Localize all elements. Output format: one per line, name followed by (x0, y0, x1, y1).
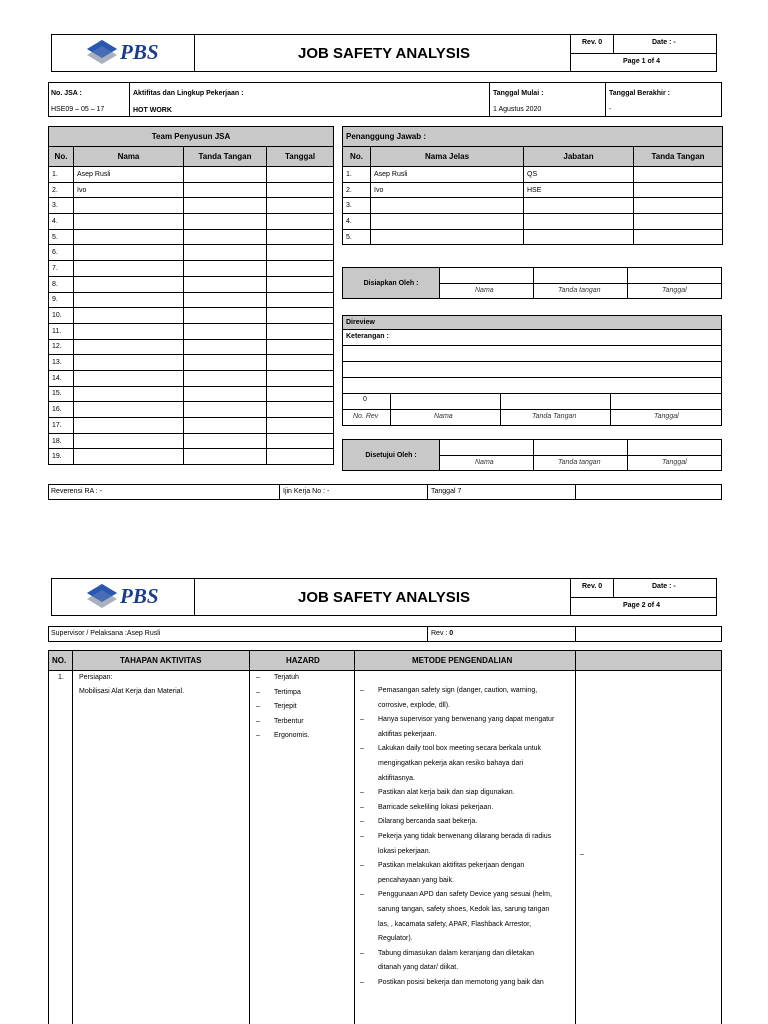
team-row-nama (74, 355, 184, 371)
pj-row-ttd (634, 229, 723, 245)
team-row-ttd (184, 449, 267, 465)
pj-header-ttd: Tanda Tangan (634, 147, 723, 167)
team-row-ttd (184, 292, 267, 308)
team-row (49, 198, 334, 214)
page1-page-number: Page 1 of 4 (623, 58, 660, 65)
aktifitas-label: Aktifitas dan Lingkup Pekerjaan : (133, 90, 244, 97)
metode-line: aktifitas pekerjaan. (378, 730, 437, 738)
footer-tanggal: Tanggal 7 (431, 488, 462, 495)
team-row-nama (74, 370, 184, 386)
team-row-tanggal (267, 229, 334, 245)
team-row-no: 8. (49, 276, 74, 292)
team-row-ttd (184, 418, 267, 434)
team-row-ttd (184, 229, 267, 245)
team-row (49, 214, 334, 230)
metode-line: – Barricade sekeliling lokasi pekerjaan. (360, 803, 494, 811)
team-row-nama (74, 245, 184, 261)
team-row-ttd (184, 370, 267, 386)
team-row (49, 229, 334, 245)
team-row (49, 339, 334, 355)
team-row (49, 245, 334, 261)
team-row-no: 18. (49, 433, 74, 449)
team-row-ttd (184, 167, 267, 183)
team-row (49, 386, 334, 402)
metode-line: pencahayaan yang baik. (378, 876, 454, 884)
team-row-nama (74, 449, 184, 465)
team-row-tanggal (267, 339, 334, 355)
team-row-nama: Ivo (74, 182, 184, 198)
page2-date: Date : - (652, 583, 676, 590)
page1-date: Date : - (652, 39, 676, 46)
team-row (49, 449, 334, 465)
team-row-no: 19. (49, 449, 74, 465)
team-row (49, 418, 334, 434)
team-row-no: 13. (49, 355, 74, 371)
pj-row-ttd (634, 214, 723, 230)
pj-row-ttd (634, 167, 723, 183)
direview-nama: Nama (434, 413, 453, 420)
page2-title: JOB SAFETY ANALYSIS (298, 589, 470, 606)
team-row-tanggal (267, 276, 334, 292)
team-row (49, 167, 334, 183)
team-row-ttd (184, 198, 267, 214)
team-row-tanggal (267, 402, 334, 418)
pj-row-ttd (634, 198, 723, 214)
pbs-logo-icon (86, 39, 118, 65)
metode-line: las, , kacamata safety, APAR, Flashback Arrestor, (378, 920, 532, 928)
pj-row-no: 2. (343, 182, 371, 198)
team-row-nama (74, 276, 184, 292)
pj-row-nama: Ivo (371, 182, 524, 198)
team-header-nama: Nama (74, 147, 184, 167)
team-row (49, 323, 334, 339)
tanggal-mulai-value: 1 Agustus 2020 (493, 106, 542, 113)
team-row-tanggal (267, 167, 334, 183)
header-no: NO. (52, 656, 67, 665)
team-row-tanggal (267, 449, 334, 465)
hazard-list (256, 674, 309, 747)
team-row-no: 7. (49, 261, 74, 277)
team-row-tanggal (267, 245, 334, 261)
team-row-no: 6. (49, 245, 74, 261)
disiapkan-tanggal: Tanggal (662, 287, 687, 294)
team-row-tanggal (267, 182, 334, 198)
pj-header-jabatan: Jabatan (524, 147, 634, 167)
team-row-tanggal (267, 308, 334, 324)
tanggal-berakhir-label: Tanggal Berakhir : (609, 90, 670, 97)
pbs-logo (86, 39, 118, 67)
page2-rev: Rev. 0 (582, 583, 603, 590)
pbs-logo-text: PBS (120, 40, 159, 64)
metode-line: – Pekerja yang tidak berwenang dilarang berada di radius (360, 832, 552, 840)
team-row-tanggal (267, 355, 334, 371)
team-row-nama (74, 229, 184, 245)
team-row (49, 433, 334, 449)
team-row-nama (74, 402, 184, 418)
metode-line: – Postikan posisi bekerja dan memotong yang baik dan (360, 978, 544, 986)
team-row (49, 261, 334, 277)
reverensi-ra: Reverensi RA : - (51, 488, 102, 495)
team-header-ttd: Tanda Tangan (184, 147, 267, 167)
team-row (49, 276, 334, 292)
team-row-ttd (184, 355, 267, 371)
metode-line: lokasi pekerjaan. (378, 847, 431, 855)
team-row-nama (74, 308, 184, 324)
team-row-nama (74, 339, 184, 355)
pj-row-jabatan: QS (524, 167, 634, 183)
header-tahapan: TAHAPAN AKTIVITAS (120, 656, 202, 665)
team-row-nama (74, 418, 184, 434)
pj-row (343, 167, 723, 183)
metode-line: – Dilarang bercanda saat bekerja. (360, 818, 478, 826)
metode-line: – Tabung dimasukan dalam keranjang dan diletakan (360, 949, 535, 957)
team-row-ttd (184, 261, 267, 277)
team-row-ttd (184, 386, 267, 402)
team-header-tanggal: Tanggal (267, 147, 334, 167)
pj-row-jabatan: HSE (524, 182, 634, 198)
team-row-no: 5. (49, 229, 74, 245)
team-row-tanggal (267, 214, 334, 230)
page1-title: JOB SAFETY ANALYSIS (298, 45, 470, 62)
hazard-item: – Terbentur (256, 717, 304, 725)
team-row-ttd (184, 245, 267, 261)
pj-row-jabatan (524, 198, 634, 214)
team-row-no: 9. (49, 292, 74, 308)
direview-tanggal: Tanggal (654, 413, 679, 420)
metode-line: aktifitasnya. (378, 774, 415, 782)
team-row (49, 292, 334, 308)
team-row-ttd (184, 308, 267, 324)
keterangan-label: Keterangan : (346, 333, 389, 340)
disiapkan-oleh-label: Disiapkan Oleh : (343, 268, 439, 298)
pj-row-ttd (634, 182, 723, 198)
team-row-nama (74, 386, 184, 402)
disiapkan-nama: Nama (475, 287, 494, 294)
team-row-nama (74, 433, 184, 449)
team-row-tanggal (267, 370, 334, 386)
metode-line: sarung tangan, safety shoes, Kedok las, sarung tangan (378, 905, 550, 913)
tahapan-line-1: Persiapan: (79, 674, 113, 681)
pj-row-no: 3. (343, 198, 371, 214)
team-row-nama: Asep Rusli (74, 167, 184, 183)
team-row-nama (74, 292, 184, 308)
direview-label: Direview (343, 316, 721, 329)
hazard-item: – Ergonomis. (256, 732, 310, 739)
page2-page-number: Page 2 of 4 (623, 602, 660, 609)
pj-header-no: No. (343, 147, 371, 167)
pj-header-nama: Nama Jelas (371, 147, 524, 167)
no-jsa-value: HSE09 – 05 – 17 (51, 106, 105, 113)
pbs-logo-icon-2 (86, 583, 118, 609)
tanggal-berakhir-value: - (609, 106, 612, 113)
row-no: 1. (58, 674, 64, 681)
pj-row (343, 198, 723, 214)
pj-row-nama (371, 229, 524, 245)
team-row-tanggal (267, 433, 334, 449)
hazard-item: – Terjepit (256, 703, 297, 710)
header-metode: METODE PENGENDALIAN (412, 656, 513, 665)
team-row-tanggal (267, 386, 334, 402)
team-row-ttd (184, 214, 267, 230)
team-row (49, 182, 334, 198)
hazard-item: – Tertimpa (256, 688, 301, 696)
metode-line: corrosive, explode, dll). (378, 701, 450, 709)
team-row (49, 355, 334, 371)
team-row-tanggal (267, 292, 334, 308)
pj-row-no: 5. (343, 229, 371, 245)
team-row-ttd (184, 182, 267, 198)
team-row-no: 3. (49, 198, 74, 214)
pj-row (343, 229, 723, 245)
team-row-no: 12. (49, 339, 74, 355)
team-row-ttd (184, 433, 267, 449)
pbs-logo-2 (86, 583, 118, 611)
metode-line: – Pastikan alat kerja baik dan siap digunakan. (360, 789, 515, 797)
team-row-no: 10. (49, 308, 74, 324)
metode-line: Regulator). (378, 935, 413, 943)
pj-row-jabatan (524, 214, 634, 230)
metode-line: – Penggunaan APD dan safety Device yang sesuai (helm, (360, 891, 552, 899)
team-row-nama (74, 214, 184, 230)
disetujui-oleh-label: Disetujui Oleh : (343, 440, 439, 470)
page1-rev: Rev. 0 (582, 39, 603, 46)
header-hazard: HAZARD (286, 656, 320, 665)
metode-line: – Pastikan melakukan aktifitas pekerjaan dengan (360, 862, 525, 870)
penanggung-jawab-table (342, 126, 723, 245)
pj-title: Penanggung Jawab : (343, 127, 723, 147)
direview-rev-value: 0 (363, 396, 367, 403)
disetujui-ttd: Tanda tangan (558, 459, 601, 466)
team-row-ttd (184, 402, 267, 418)
team-row-ttd (184, 276, 267, 292)
disiapkan-ttd: Tanda tangan (558, 287, 601, 294)
no-jsa-label: No. JSA : (51, 90, 82, 97)
metode-list (360, 684, 554, 990)
metode-line: – Lakukan daily tool box meeting secara berkala untuk (360, 745, 542, 753)
team-row-tanggal (267, 418, 334, 434)
metode-line: ditanah yang datar/ diikat. (378, 964, 459, 972)
pj-row-no: 4. (343, 214, 371, 230)
team-row-tanggal (267, 323, 334, 339)
team-row-no: 16. (49, 402, 74, 418)
metode-line: mengingatkan pekerja akan resiko bahaya dari (378, 759, 524, 767)
team-row-nama (74, 198, 184, 214)
pj-row-nama (371, 214, 524, 230)
last-column-mark: – (580, 851, 584, 858)
rev-field: Rev : 0 (431, 630, 454, 637)
team-row-no: 15. (49, 386, 74, 402)
pj-row-nama: Asep Rusli (371, 167, 524, 183)
pj-row-jabatan (524, 229, 634, 245)
team-row-tanggal (267, 198, 334, 214)
metode-line: – Pemasangan safety sign (danger, caution, warning, (360, 687, 538, 694)
tanggal-mulai-label: Tanggal Mulai : (493, 90, 544, 97)
team-row-nama (74, 323, 184, 339)
team-row (49, 370, 334, 386)
team-row-no: 17. (49, 418, 74, 434)
team-row-no: 14. (49, 370, 74, 386)
hazard-item: – Terjatuh (256, 674, 299, 681)
metode-line: – Hanya supervisor yang berwenang yang dapat mengatur (360, 716, 555, 724)
disetujui-nama: Nama (475, 459, 494, 466)
pj-row (343, 214, 723, 230)
direview-no-rev: No. Rev (353, 413, 379, 420)
supervisor-pelaksana: Supervisor / Pelaksana :Asep Rusli (51, 630, 161, 637)
team-row-no: 4. (49, 214, 74, 230)
team-row-no: 1. (49, 167, 74, 183)
pbs-logo-text-2: PBS (120, 584, 159, 608)
team-row-tanggal (267, 261, 334, 277)
team-row-nama (74, 261, 184, 277)
disetujui-tanggal: Tanggal (662, 459, 687, 466)
pj-row-no: 1. (343, 167, 371, 183)
team-row-no: 11. (49, 323, 74, 339)
page1-footer (48, 484, 722, 500)
tahapan-line-2: Mobilisasi Alat Kerja dan Material. (79, 688, 185, 695)
pj-row-nama (371, 198, 524, 214)
team-row (49, 402, 334, 418)
team-penyusun-table (48, 126, 334, 465)
aktifitas-value: HOT WORK (133, 107, 172, 114)
team-row-ttd (184, 323, 267, 339)
ijin-kerja: Ijin Kerja No : - (283, 488, 330, 495)
team-row-ttd (184, 339, 267, 355)
team-row-no: 2. (49, 182, 74, 198)
team-row (49, 308, 334, 324)
team-penyusun-title: Team Penyusun JSA (49, 127, 334, 147)
team-header-no: No. (49, 147, 74, 167)
pj-row (343, 182, 723, 198)
direview-ttd: Tanda Tangan (532, 413, 577, 420)
